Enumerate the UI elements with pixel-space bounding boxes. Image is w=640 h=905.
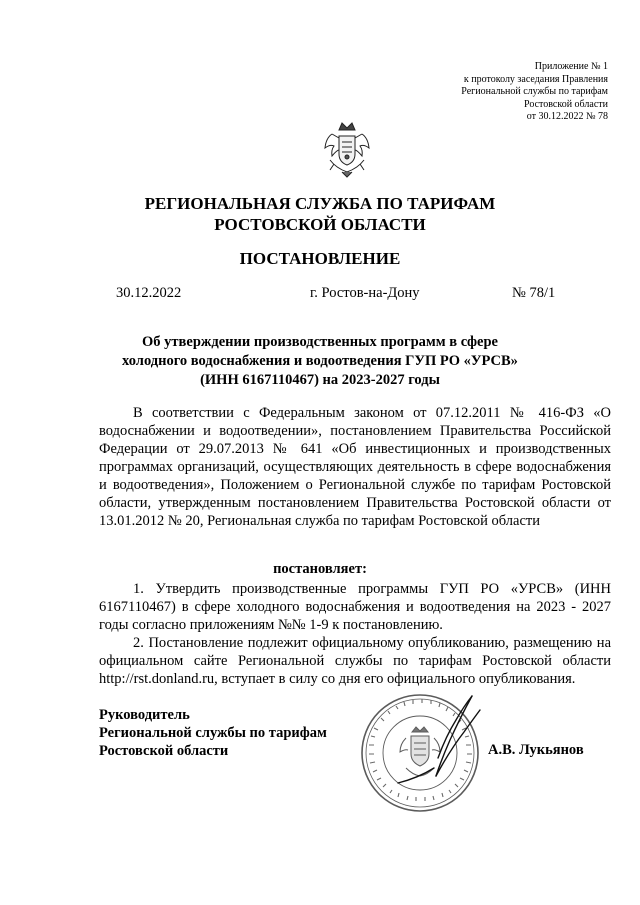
appendix-note (368, 61, 608, 124)
signatory-title-line: Ростовской области (99, 743, 229, 759)
signatory-title (99, 706, 327, 760)
document-meta (0, 285, 640, 305)
signatory-title-line: Руководитель (99, 707, 190, 723)
resolves-heading: постановляет: (273, 561, 367, 577)
subject-line: Об утверждении производственных программ в сфере (142, 334, 498, 350)
signatory-title-line: Региональной службы по тарифам (99, 725, 327, 741)
document-date: 30.12.2022 (116, 285, 182, 301)
document-type: ПОСТАНОВЛЕНИЕ (239, 249, 401, 268)
appendix-line: Приложение № 1 (534, 61, 608, 72)
document-city: г. Ростов-на-Дону (310, 285, 420, 301)
coat-of-arms-icon (322, 120, 372, 180)
subject-line: холодного водоснабжения и водоотведения ГУП РО «УРСВ» (122, 353, 518, 369)
official-seal-icon (338, 688, 528, 818)
org-line: РЕГИОНАЛЬНАЯ СЛУЖБА ПО ТАРИФАМ (144, 194, 496, 213)
preamble-paragraph: В соответствии с Федеральным законом от 07.12.2011 № 416-ФЗ «О водоснабжении и водоотведении», постановлением Правительства Российской Федерации от 29.07.2013 № 641 «Об инвестиционных и производственных программах организаций, осуществляющих деятельность в сфере водоснабжения и водоотведения», Положением о Региональной службе по тарифам Ростовской области, утвержденным постановлением Правительства Ростовской области от 13.01.2012 № 20, Региональная служба по тарифам Ростовской области (99, 405, 611, 529)
appendix-line: к протоколу заседания Правления (463, 73, 608, 85)
resolution-item-1: 1. Утвердить производственные программы ГУП РО «УРСВ» (ИНН 6167110467) в сфере холодного водоснабжения и водоотведения на 2023 - 2027 годы согласно приложениям №№ 1-9 к постановлению. (99, 581, 611, 633)
appendix-line: Ростовской области (524, 98, 608, 110)
organization-name (0, 193, 640, 235)
resolution-item-2: 2. Постановление подлежит официальному опубликованию, размещению на официальном сайте Региональной службы по тарифам Ростовской области http://rst.donland.ru, вступает в силу со дня его официального опубликования. (99, 635, 611, 687)
document-subject (0, 333, 640, 390)
org-line: РОСТОВСКОЙ ОБЛАСТИ (214, 215, 426, 234)
appendix-line: от 30.12.2022 № 78 (526, 111, 608, 122)
signatory-name: А.В. Лукьянов (488, 742, 584, 758)
appendix-line: Региональной службы по тарифам (461, 86, 608, 97)
subject-line: (ИНН 6167110467) на 2023-2027 годы (200, 372, 440, 388)
document-number: № 78/1 (512, 285, 556, 301)
